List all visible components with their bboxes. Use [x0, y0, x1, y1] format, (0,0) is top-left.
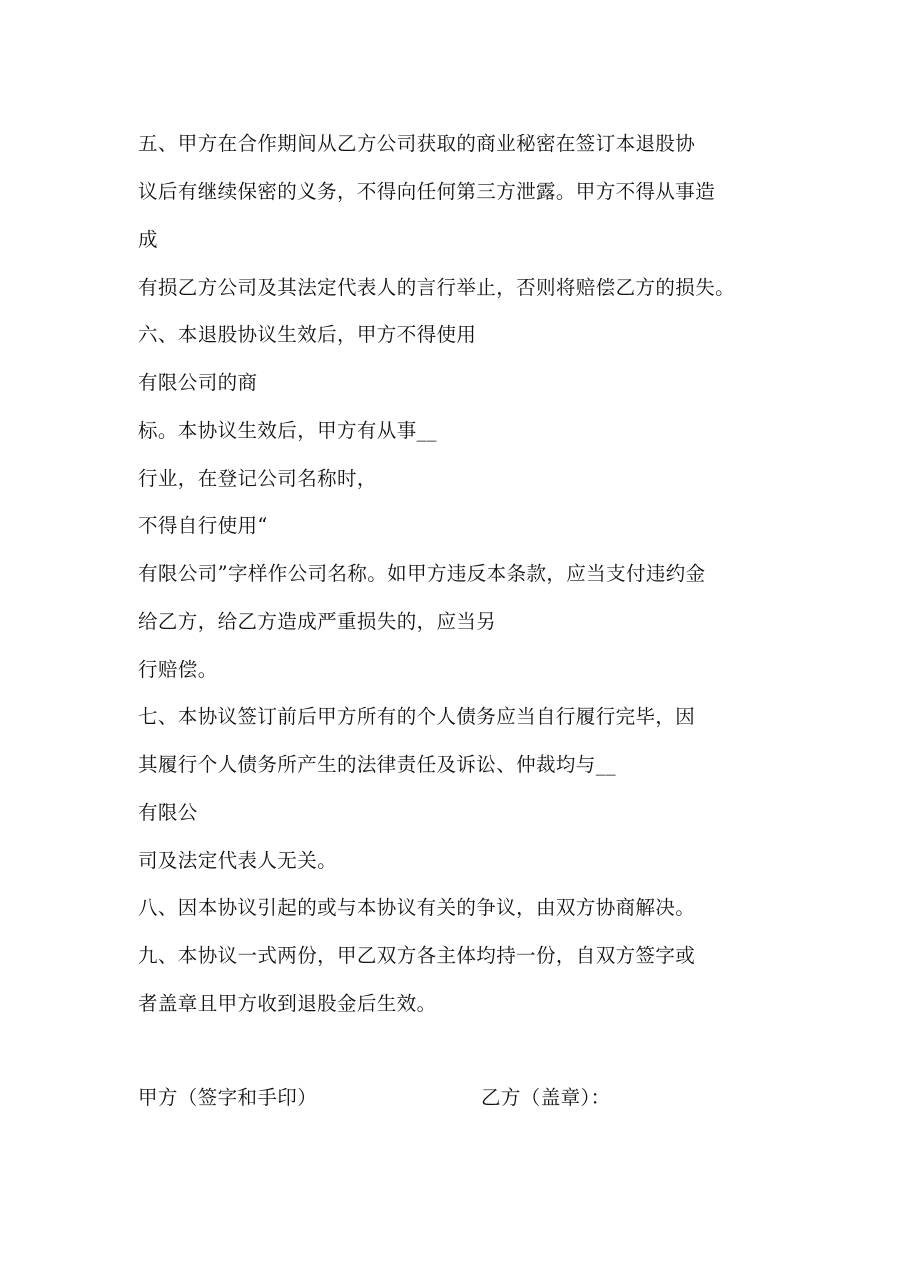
clause-7-line-3: 有限公	[138, 801, 198, 824]
clause-8-line-1: 八、因本协议引起的或与本协议有关的争议，由双方协商解决。	[138, 896, 696, 919]
clause-6-line-8: 行赔偿。	[138, 658, 218, 681]
clause-7-line-2: 其履行个人债务所产生的法律责任及诉讼、仲裁均与__	[138, 753, 617, 776]
clause-6-line-4: 行业，在登记公司名称时，	[138, 467, 377, 490]
clause-5-line-1: 五、甲方在合作期间从乙方公司获取的商业秘密在签订本退股协	[138, 132, 696, 155]
clause-6-line-6: 有限公司”字样作公司名称。如甲方违反本条款，应当支付违约金	[138, 562, 706, 585]
clause-5-line-3: 成	[138, 228, 158, 251]
clause-6-line-3: 标。本协议生效后，甲方有从事__	[138, 419, 437, 442]
clause-6-line-7: 给乙方，给乙方造成严重损失的，应当另	[138, 610, 497, 633]
clause-7-line-1: 七、本协议签订前后甲方所有的个人债务应当自行履行完毕，因	[138, 705, 696, 728]
clause-7-line-4: 司及法定代表人无关。	[138, 849, 338, 872]
party-a-signature-label: 甲方（签字和手印）	[138, 1086, 318, 1109]
clause-9-line-2: 者盖章且甲方收到退股金后生效。	[138, 992, 437, 1015]
party-b-seal-label: 乙方（盖章）：	[481, 1086, 611, 1109]
clause-9-line-1: 九、本协议一式两份，甲乙双方各主体均持一份，自双方签字或	[138, 944, 696, 967]
clause-6-line-2: 有限公司的商	[138, 371, 258, 394]
clause-5-line-4: 有损乙方公司及其法定代表人的言行举止，否则将赔偿乙方的损失。	[138, 276, 736, 299]
clause-5-line-2: 议后有继续保密的义务，不得向任何第三方泄露。甲方不得从事造	[138, 180, 716, 203]
clause-6-line-5: 不得自行使用“	[138, 514, 268, 537]
clause-6-line-1: 六、本退股协议生效后，甲方不得使用	[138, 323, 477, 346]
